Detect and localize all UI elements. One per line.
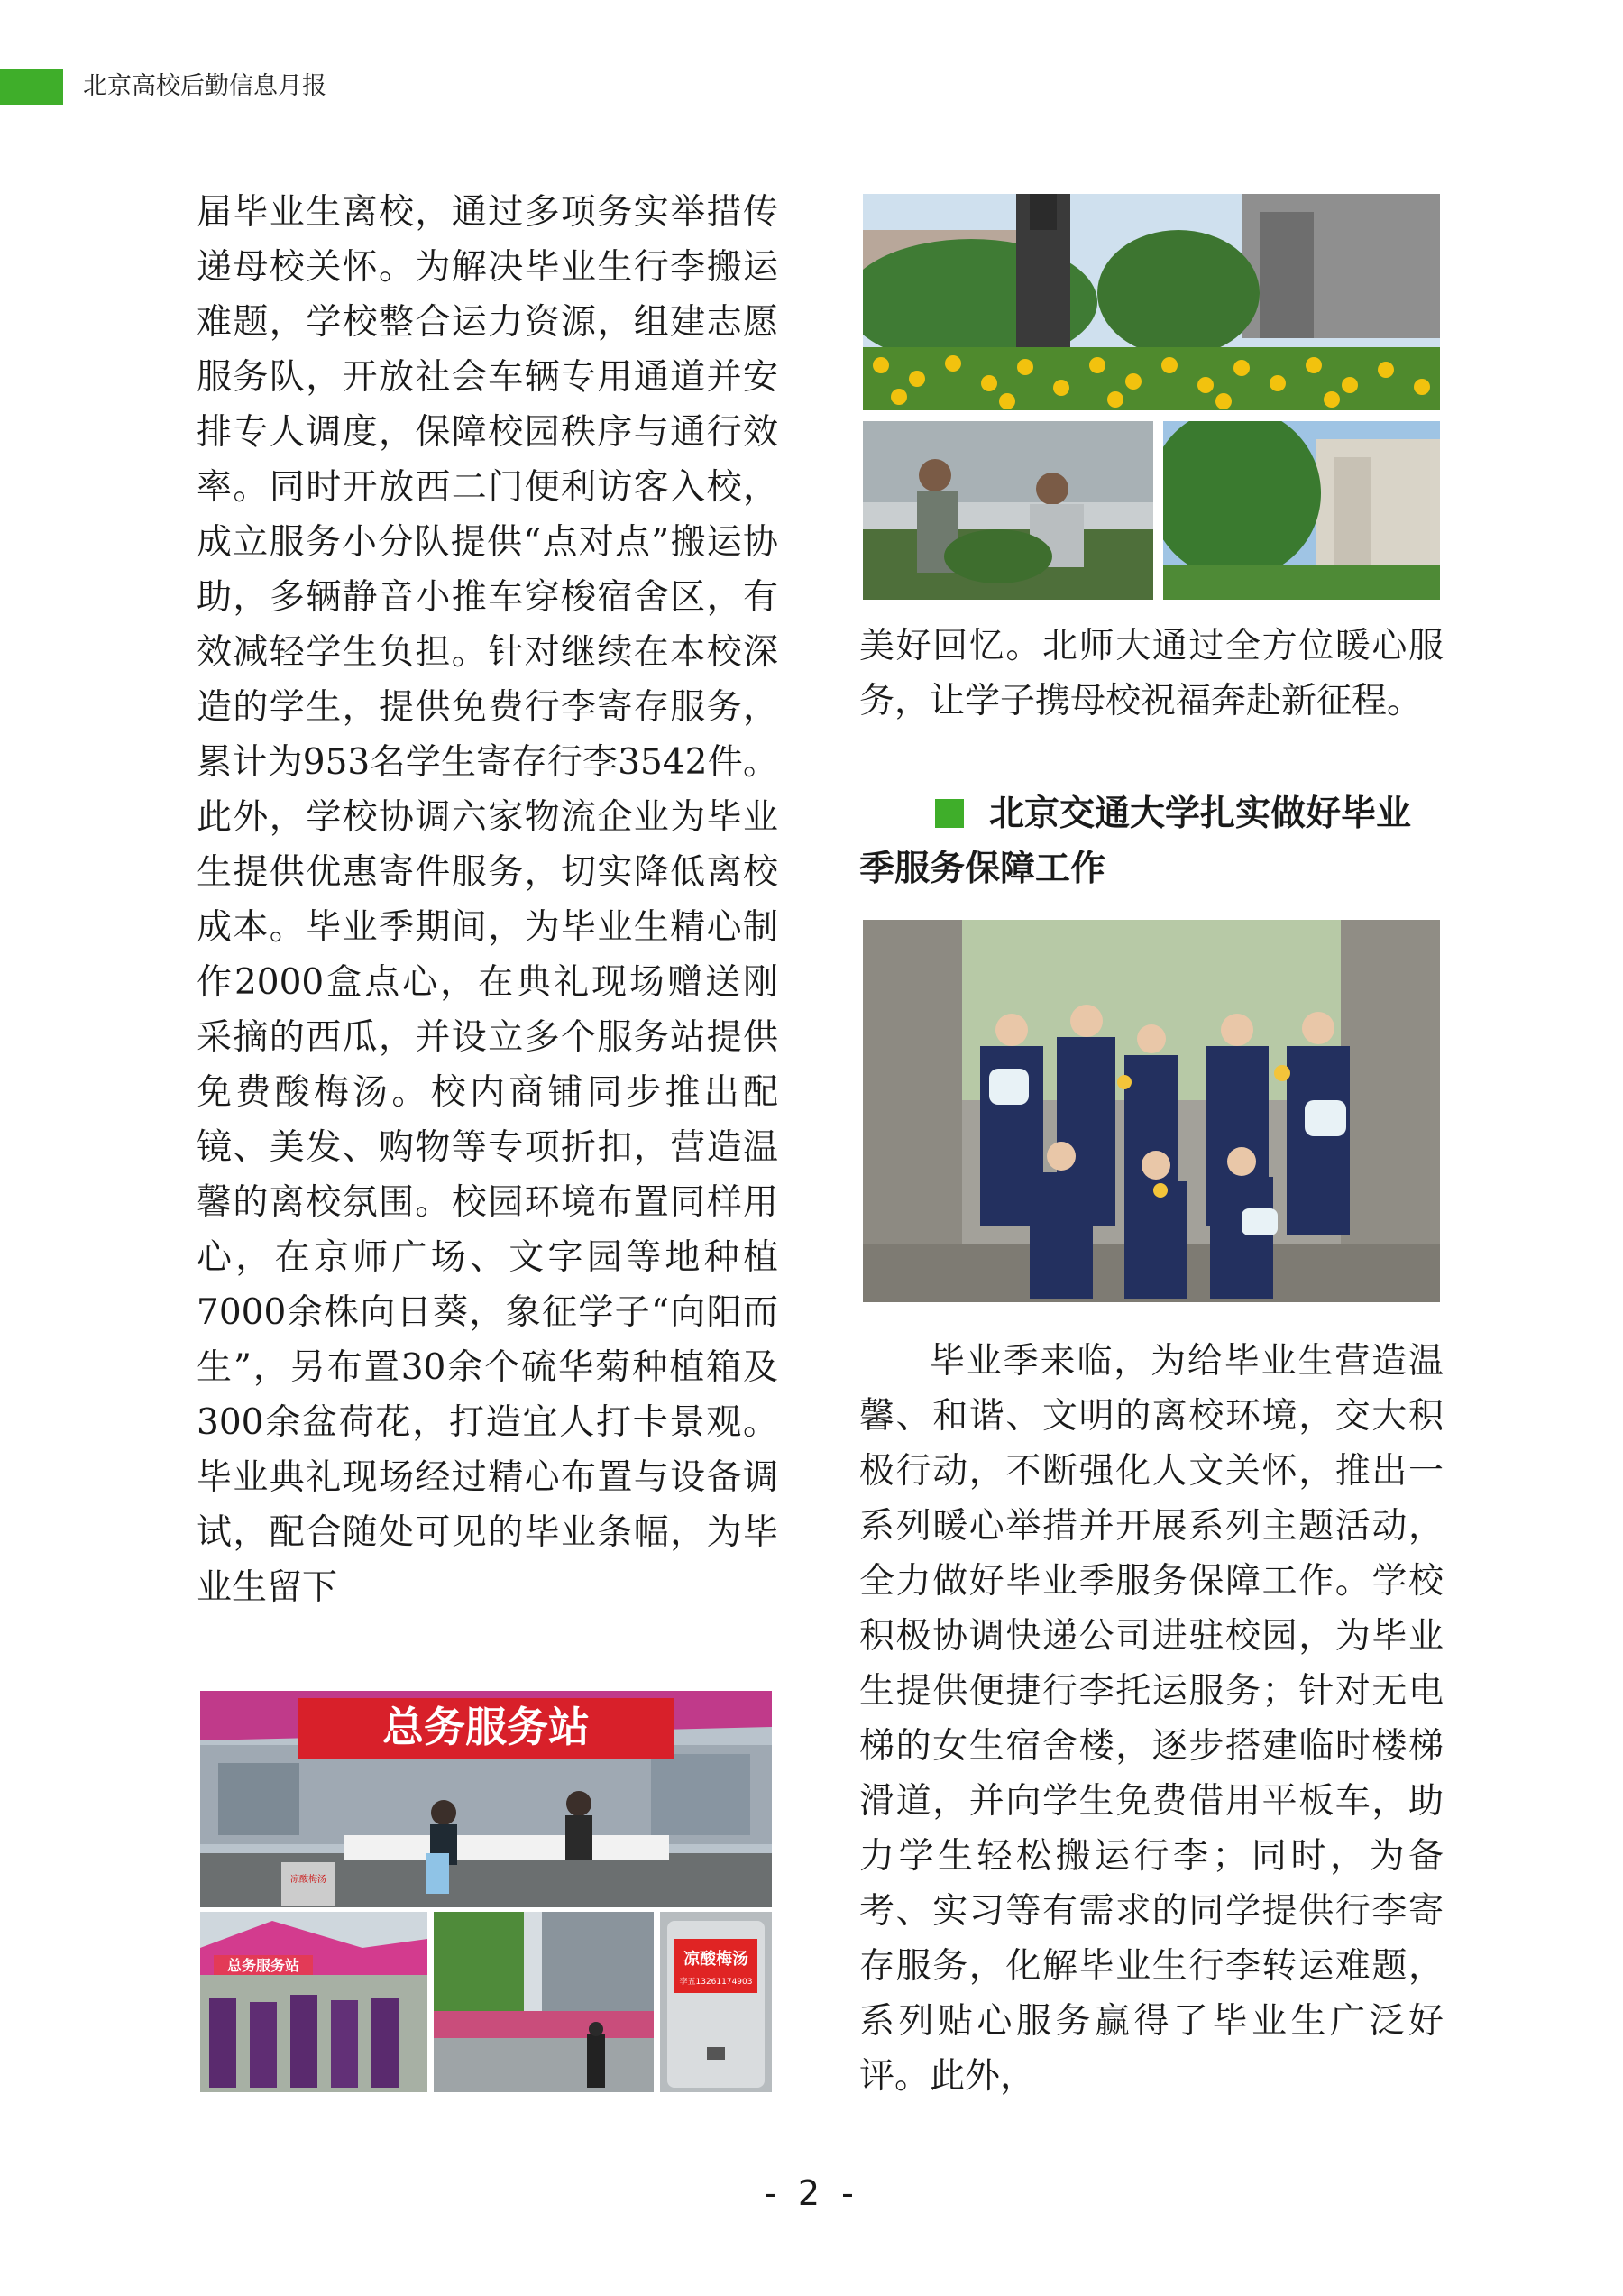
section-heading [859, 786, 1444, 896]
campus-building-photo [1163, 421, 1440, 600]
section-heading-text: 北京交通大学扎实做好毕业季服务保障工作 [859, 794, 1412, 889]
page-number: - 2 - [764, 2173, 859, 2213]
left-column [197, 185, 778, 1615]
plum-drink-container-photo [660, 1912, 772, 2092]
graduates-group-photo [863, 920, 1440, 1302]
right-column-top [859, 619, 1444, 729]
campus-crowd-photo [434, 1912, 654, 2092]
sunflower-plaza-photo [863, 194, 1440, 410]
graduates-queue-photo [200, 1912, 427, 2092]
banner-text: 总务服务站 [382, 1703, 590, 1751]
left-body-paragraph: 届毕业生离校，通过多项务实举措传递母校关怀。为解决毕业生行李搬运难题，学校整合运力资源，组建志愿服务队，开放社会车辆专用通道并安排专人调度，保障校园秩序与通行效率。同时开放西二门便利访客入校，成立服务小分队提供“点对点”搬运协助，多辆静音小推车穿梭宿舍区，有效减轻学生负担。针对继续在本校深造的学生，提供免费行李寄存服务，累计为953名学生寄存行李3542件。此外，学校协调六家物流企业为毕业生提供优惠寄件服务，切实降低离校成本。毕业季期间，为毕业生精心制作2000盒点心，在典礼现场赠送刚采摘的西瓜，并设立多个服务站提供免费酸梅汤。校内商铺同步推出配镜、美发、购物等专项折扣，营造温馨的离校氛围。校园环境布置同样用心，在京师广场、文字园等地种植7000余株向日葵，象征学子“向阳而生”，另布置30余个硫华菊种植箱及300余盆荷花，打造宜人打卡景观。毕业典礼现场经过精心布置与设备调试，配合随处可见的毕业条幅，为毕业生留下 [197, 192, 778, 1608]
header-accent-bar [0, 69, 63, 105]
heading-marker-icon [935, 799, 964, 828]
barrel-label: 凉酸梅汤 [290, 1875, 326, 1885]
service-station-photo [200, 1691, 772, 1907]
planting-workers-photo [863, 421, 1153, 600]
container-label: 凉酸梅汤 [683, 1950, 748, 1969]
right-bottom-paragraph: 毕业季来临，为给毕业生营造温馨、和谐、文明的离校环境，交大积极行动，不断强化人文关怀，推出一系列暖心举措并开展系列主题活动，全力做好毕业季服务保障工作。学校积极协调快递公司进驻校园，为毕业生提供便捷行李托运服务；针对无电梯的女生宿舍楼，逐步搭建临时楼梯滑道，并向学生免费借用平板车，助力学生轻松搬运行李；同时，为备考、实习等有需求的同学提供行李寄存服务，化解毕业生行李转运难题，系列贴心服务赢得了毕业生广泛好评。此外， [859, 1341, 1444, 2097]
small-banner-text: 总务服务站 [226, 1957, 300, 1974]
right-column-bottom [859, 1334, 1444, 2104]
right-top-paragraph: 美好回忆。北师大通过全方位暖心服务，让学子携母校祝福奔赴新征程。 [859, 626, 1444, 721]
container-phone: 李五13261174903 [679, 1978, 753, 1987]
publication-title: 北京高校后勤信息月报 [83, 72, 326, 100]
